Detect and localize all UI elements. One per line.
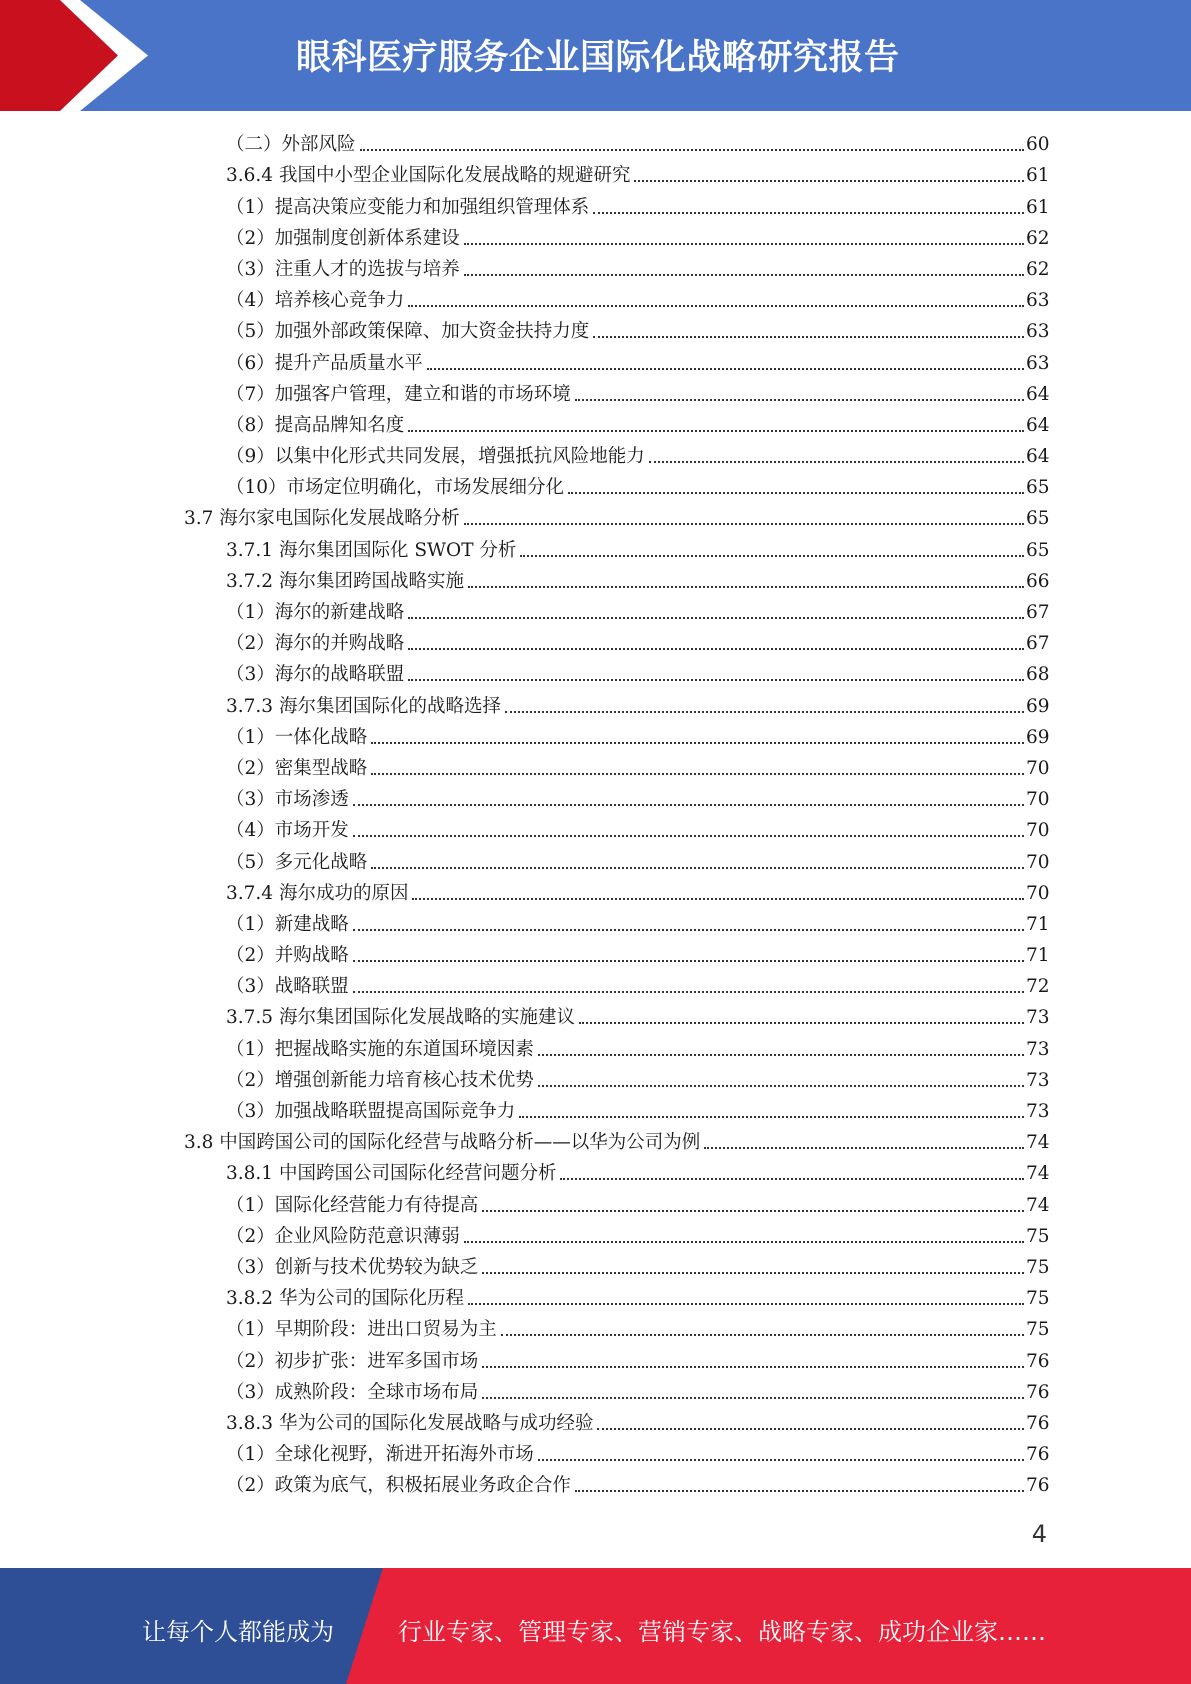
toc-entry-label: （2）增强创新能力培育核心技术优势 [226, 1069, 534, 1091]
toc-entry-label: 3.7.3 海尔集团国际化的战略选择 [226, 695, 501, 717]
toc-entry[interactable] [0, 532, 1191, 563]
header-title: 眼科医疗服务企业国际化战略研究报告 [296, 38, 900, 78]
toc-entry-page: 73 [1026, 1101, 1050, 1122]
toc-leader-dots [360, 149, 1024, 151]
toc-entry[interactable] [0, 907, 1191, 938]
toc-entry[interactable] [0, 1250, 1191, 1281]
toc-entry-label: （2）并购战略 [226, 945, 349, 967]
toc-entry-page: 62 [1026, 258, 1050, 280]
toc-leader-dots [353, 835, 1024, 837]
toc-entry[interactable] [0, 1063, 1191, 1094]
toc-entry-page: 64 [1026, 414, 1050, 436]
toc-entry-page: 71 [1026, 945, 1050, 967]
toc-entry-label: （2）政策为底气，积极拓展业务政企合作 [226, 1475, 571, 1497]
toc-leader-dots [519, 1116, 1024, 1118]
toc-entry-page: 69 [1026, 726, 1050, 748]
toc-entry-label: （5）加强外部政策保障、加大资金扶持力度 [226, 321, 590, 343]
toc-leader-dots [412, 898, 1024, 900]
toc-entry-label: （2）海尔的并购战略 [226, 633, 405, 655]
toc-entry[interactable] [0, 1000, 1191, 1031]
toc-entry[interactable] [0, 1437, 1191, 1468]
toc-entry[interactable] [0, 782, 1191, 813]
toc-entry-page: 65 [1026, 539, 1050, 561]
toc-leader-dots [371, 773, 1024, 775]
toc-entry-page: 60 [1026, 134, 1050, 156]
header-arrow-decoration [0, 0, 160, 111]
toc-leader-dots [597, 1428, 1024, 1430]
toc-leader-dots [353, 804, 1024, 806]
toc-entry-label: （3）注重人才的选拔与培养 [226, 258, 460, 280]
toc-entry-page: 62 [1026, 227, 1050, 249]
toc-leader-dots [579, 1022, 1024, 1024]
page-footer [0, 1568, 1191, 1684]
toc-entry-label: （3）市场渗透 [226, 789, 349, 811]
toc-entry[interactable] [0, 657, 1191, 688]
toc-entry[interactable] [0, 1094, 1191, 1125]
toc-entry-page: 76 [1026, 1444, 1050, 1466]
toc-leader-dots [482, 1366, 1024, 1368]
toc-entry-label: （二）外部风险 [226, 134, 356, 156]
toc-leader-dots [408, 648, 1024, 650]
toc-entry-label: （3）战略联盟 [226, 976, 349, 998]
toc-leader-dots [593, 336, 1024, 338]
toc-entry-page: 68 [1026, 664, 1050, 686]
toc-entry-label: 3.8.2 华为公司的国际化历程 [226, 1288, 464, 1310]
table-of-contents [0, 127, 1191, 1499]
toc-entry[interactable] [0, 158, 1191, 189]
toc-entry-label: （3）加强战略联盟提高国际竞争力 [226, 1101, 516, 1122]
toc-entry[interactable] [0, 408, 1191, 439]
toc-leader-dots [371, 867, 1024, 869]
toc-leader-dots [464, 1241, 1024, 1243]
toc-entry-label: （3）创新与技术优势较为缺乏 [226, 1256, 479, 1278]
toc-entry-page: 73 [1026, 1069, 1050, 1091]
toc-entry-page: 74 [1026, 1194, 1050, 1216]
toc-entry[interactable] [0, 876, 1191, 907]
toc-entry-page: 70 [1026, 882, 1050, 904]
toc-entry-label: （10）市场定位明确化，市场发展细分化 [226, 477, 565, 499]
toc-entry-page: 70 [1026, 851, 1050, 873]
toc-leader-dots [427, 368, 1024, 370]
toc-leader-dots [408, 430, 1024, 432]
toc-entry-label: 3.8.1 中国跨国公司国际化经营问题分析 [226, 1163, 557, 1185]
toc-entry[interactable] [0, 345, 1191, 376]
toc-entry-page: 73 [1026, 1007, 1050, 1029]
toc-entry-page: 76 [1026, 1475, 1050, 1497]
toc-entry-label: （1）提高决策应变能力和加强组织管理体系 [226, 196, 590, 218]
toc-entry-page: 67 [1026, 633, 1050, 655]
toc-entry[interactable] [0, 751, 1191, 782]
toc-entry[interactable] [0, 720, 1191, 751]
toc-leader-dots [353, 991, 1024, 993]
toc-leader-dots [649, 461, 1024, 463]
toc-entry[interactable] [0, 470, 1191, 501]
toc-leader-dots [482, 1210, 1024, 1212]
toc-entry-page: 69 [1026, 695, 1050, 717]
toc-entry-label: （1）全球化视野，渐进开拓海外市场 [226, 1444, 534, 1466]
toc-entry-label: （4）培养核心竞争力 [226, 290, 405, 312]
toc-entry[interactable] [0, 1468, 1191, 1499]
toc-entry[interactable] [0, 1375, 1191, 1406]
toc-entry-label: （1）一体化战略 [226, 726, 368, 748]
toc-entry-label: （1）海尔的新建战略 [226, 602, 405, 623]
toc-entry[interactable] [0, 1312, 1191, 1343]
toc-entry-label: （6）提升产品质量水平 [226, 352, 423, 374]
toc-entry-page: 74 [1026, 1163, 1050, 1185]
toc-entry-page: 64 [1026, 383, 1050, 405]
toc-entry-page: 67 [1026, 602, 1050, 623]
toc-entry-label: 3.8 中国跨国公司的国际化经营与战略分析——以华为公司为例 [184, 1132, 701, 1154]
toc-leader-dots [634, 180, 1024, 182]
toc-entry-label: （2）密集型战略 [226, 757, 368, 779]
toc-entry[interactable] [0, 283, 1191, 314]
toc-entry-label: 3.7 海尔家电国际化发展战略分析 [184, 508, 460, 530]
toc-leader-dots [353, 960, 1024, 962]
toc-entry-label: 3.8.3 华为公司的国际化发展战略与成功经验 [226, 1412, 594, 1434]
toc-leader-dots [520, 555, 1024, 557]
toc-leader-dots [464, 243, 1024, 245]
toc-leader-dots [560, 1178, 1024, 1180]
toc-entry[interactable] [0, 1281, 1191, 1312]
toc-entry[interactable] [0, 221, 1191, 252]
toc-entry-page: 70 [1026, 757, 1050, 779]
toc-entry-label: 3.7.2 海尔集团跨国战略实施 [226, 570, 464, 592]
toc-entry-label: （3）成熟阶段：全球市场布局 [226, 1381, 479, 1403]
toc-leader-dots [482, 1397, 1024, 1399]
toc-entry-page: 74 [1026, 1132, 1050, 1154]
toc-entry[interactable] [0, 1156, 1191, 1187]
toc-entry-page: 61 [1026, 165, 1050, 187]
toc-entry-label: （3）海尔的战略联盟 [226, 664, 405, 686]
toc-leader-dots [538, 1459, 1024, 1461]
toc-leader-dots [575, 1490, 1024, 1492]
toc-entry[interactable] [0, 127, 1191, 158]
toc-entry-label: 3.7.5 海尔集团国际化发展战略的实施建议 [226, 1007, 575, 1029]
toc-entry-page: 76 [1026, 1350, 1050, 1372]
toc-entry[interactable] [0, 969, 1191, 1000]
toc-entry-page: 75 [1026, 1319, 1050, 1341]
footer-slogan-left: 让每个人都能成为 [142, 1618, 334, 1646]
toc-entry-label: （9）以集中化形式共同发展，增强抵抗风险地能力 [226, 446, 645, 468]
toc-leader-dots [353, 929, 1024, 931]
toc-leader-dots [704, 1147, 1024, 1149]
toc-entry-label: （1）早期阶段：进出口贸易为主 [226, 1319, 497, 1341]
toc-leader-dots [408, 617, 1024, 619]
toc-leader-dots [538, 1054, 1024, 1056]
toc-entry[interactable] [0, 314, 1191, 345]
toc-entry-label: 3.7.4 海尔成功的原因 [226, 882, 409, 904]
toc-entry-page: 70 [1026, 789, 1050, 811]
toc-leader-dots [538, 1085, 1024, 1087]
toc-leader-dots [505, 711, 1024, 713]
toc-entry-page: 76 [1026, 1381, 1050, 1403]
toc-entry-label: （2）企业风险防范意识薄弱 [226, 1225, 460, 1247]
footer-slogan-right: 行业专家、管理专家、营销专家、战略专家、成功企业家…… [398, 1618, 1046, 1646]
toc-entry-label: （5）多元化战略 [226, 851, 368, 873]
toc-entry[interactable] [0, 1031, 1191, 1062]
toc-entry-page: 75 [1026, 1256, 1050, 1278]
toc-entry-page: 75 [1026, 1225, 1050, 1247]
toc-entry-page: 63 [1026, 321, 1050, 343]
page-header [0, 0, 1191, 111]
toc-leader-dots [408, 679, 1024, 681]
toc-entry-label: （2）加强制度创新体系建设 [226, 227, 460, 249]
toc-leader-dots [408, 305, 1024, 307]
toc-entry-label: （7）加强客户管理，建立和谐的市场环境 [226, 383, 571, 405]
toc-entry-page: 65 [1026, 508, 1050, 530]
toc-entry-page: 63 [1026, 290, 1050, 312]
toc-entry[interactable] [0, 1125, 1191, 1156]
toc-leader-dots [371, 742, 1024, 744]
toc-entry[interactable] [0, 1219, 1191, 1250]
toc-entry[interactable] [0, 1406, 1191, 1437]
toc-leader-dots [468, 1303, 1024, 1305]
toc-entry-label: （1）新建战略 [226, 913, 349, 935]
toc-entry-page: 70 [1026, 820, 1050, 842]
toc-leader-dots [501, 1334, 1024, 1336]
toc-entry-label: （2）初步扩张：进军多国市场 [226, 1350, 479, 1372]
toc-entry[interactable] [0, 564, 1191, 595]
toc-entry[interactable] [0, 252, 1191, 283]
toc-entry-page: 64 [1026, 446, 1050, 468]
toc-leader-dots [568, 492, 1024, 494]
toc-entry-label: （1）把握战略实施的东道国环境因素 [226, 1038, 534, 1060]
toc-entry[interactable] [0, 938, 1191, 969]
toc-entry-label: 3.7.1 海尔集团国际化 SWOT 分析 [226, 539, 517, 561]
toc-entry-page: 71 [1026, 913, 1050, 935]
toc-leader-dots [482, 1272, 1024, 1274]
toc-entry[interactable] [0, 377, 1191, 408]
toc-leader-dots [468, 586, 1024, 588]
toc-entry-page: 61 [1026, 196, 1050, 218]
toc-entry-page: 65 [1026, 477, 1050, 499]
toc-entry-page: 73 [1026, 1038, 1050, 1060]
toc-entry[interactable] [0, 626, 1191, 657]
toc-entry-page: 76 [1026, 1412, 1050, 1434]
toc-leader-dots [464, 274, 1024, 276]
toc-entry-label: （1）国际化经营能力有待提高 [226, 1194, 479, 1216]
toc-entry[interactable] [0, 844, 1191, 875]
toc-entry[interactable] [0, 189, 1191, 220]
toc-entry-page: 72 [1026, 976, 1050, 998]
toc-entry-label: 3.6.4 我国中小型企业国际化发展战略的规避研究 [226, 165, 631, 187]
toc-entry[interactable] [0, 595, 1191, 626]
toc-entry-page: 75 [1026, 1288, 1050, 1310]
toc-entry-page: 66 [1026, 570, 1050, 592]
toc-leader-dots [464, 523, 1024, 525]
toc-entry-label: （8）提高品牌知名度 [226, 414, 405, 436]
toc-leader-dots [593, 212, 1024, 214]
toc-entry[interactable] [0, 688, 1191, 719]
page-number: 4 [1031, 1520, 1047, 1548]
toc-entry[interactable] [0, 439, 1191, 470]
toc-entry-page: 63 [1026, 352, 1050, 374]
toc-entry[interactable] [0, 813, 1191, 844]
toc-entry[interactable] [0, 501, 1191, 532]
toc-entry-label: （4）市场开发 [226, 820, 349, 842]
toc-entry[interactable] [0, 1187, 1191, 1218]
toc-entry[interactable] [0, 1343, 1191, 1374]
toc-leader-dots [575, 399, 1024, 401]
